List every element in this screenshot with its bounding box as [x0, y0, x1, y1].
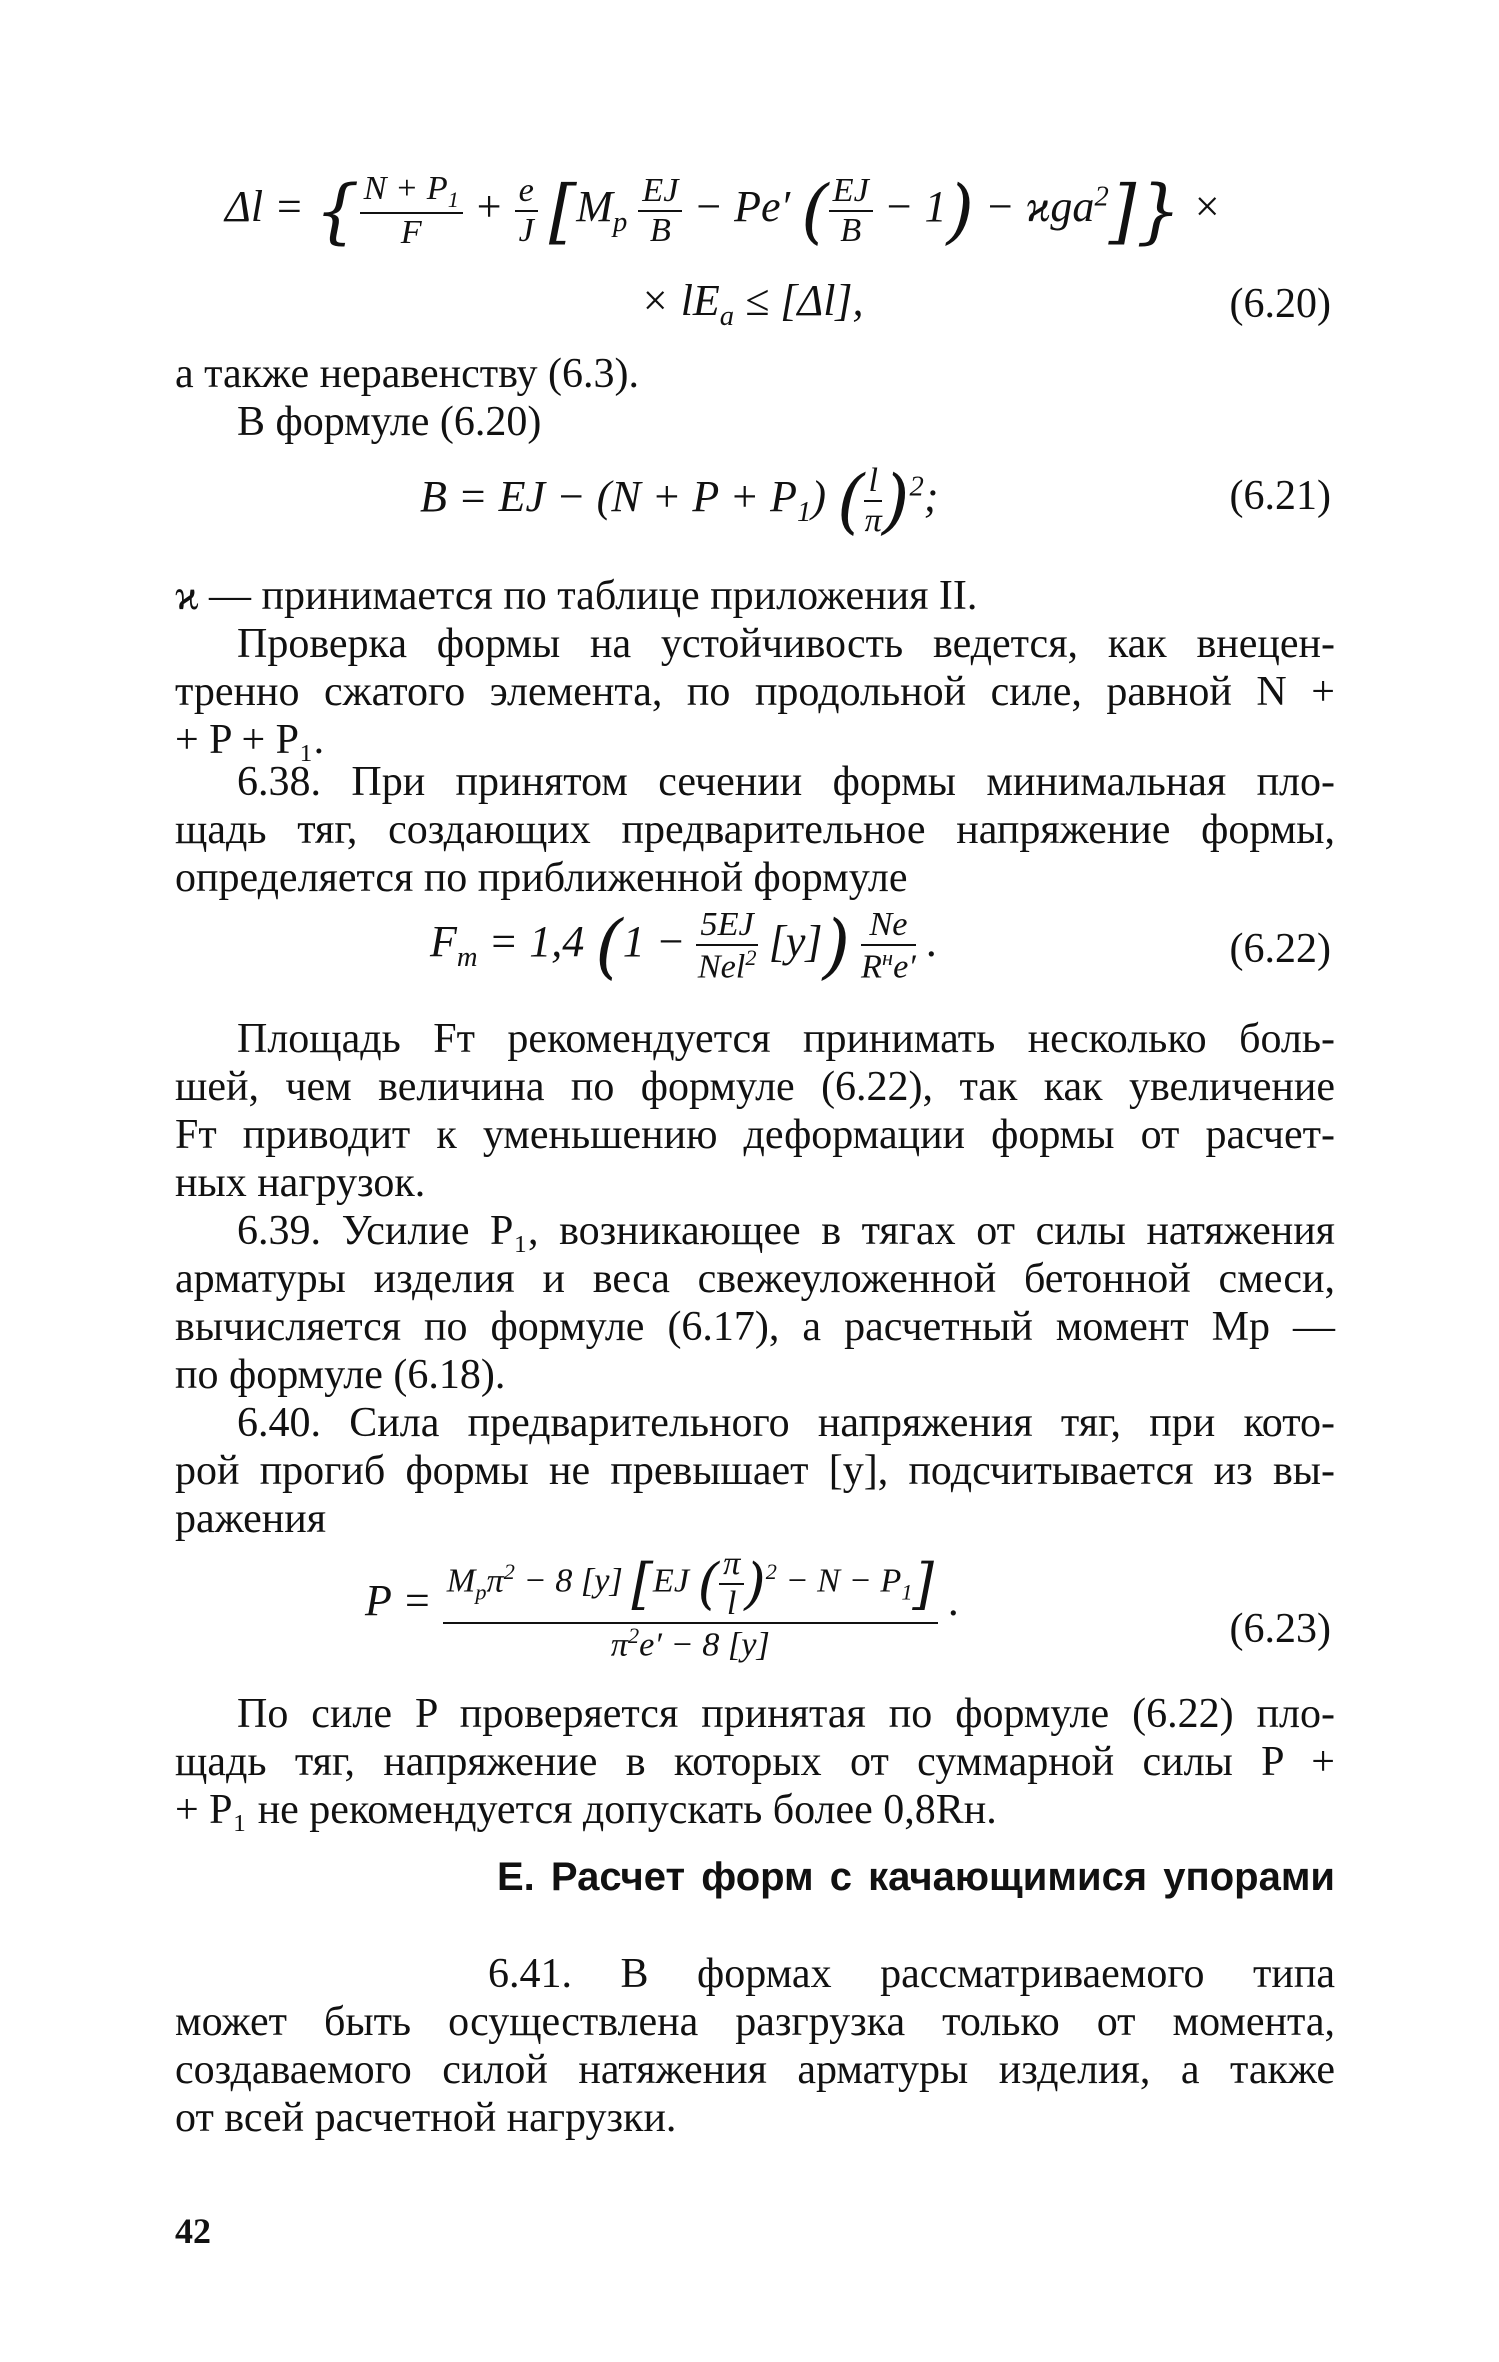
text-line: рой прогиб формы не превышает [y], подсчитывается из вы-	[175, 1448, 1335, 1494]
equation-number-6-21: (6.21)	[1229, 473, 1331, 519]
text-line: Fт приводит к уменьшению деформации формы от расчет-	[175, 1112, 1335, 1158]
formula-6-22: $F_т = 1,4$ (1 − $\frac{5EJ}{Nel^2}$ [y]) $\frac{Ne}{R^нe'}$ .	[430, 905, 938, 987]
text-line: 6.39. Усилие P₁, возникающее в тягах от силы натяжения	[237, 1208, 1335, 1254]
text-line: определяется по приближенной формуле	[175, 855, 908, 901]
page-number: 42	[175, 2211, 211, 2251]
text-line: тренно сжатого элемента, по продольной силе, равной N +	[175, 669, 1335, 715]
text-line: ϰ — принимается по таблице приложения II.	[175, 573, 978, 619]
section-heading: Е. Расчет форм с качающимися упорами	[497, 1855, 1335, 1899]
text-line: шей, чем величина по формуле (6.22), так как увеличение	[175, 1064, 1335, 1110]
text-line: создаваемого силой натяжения арматуры изделия, а также	[175, 2047, 1335, 2093]
text-line: В формуле (6.20)	[237, 399, 542, 445]
text-line: 6.38. При принятом сечении формы минимальная пло-	[237, 759, 1335, 805]
formula-6-20-line1: Δl = { $\frac{N + P_1}{F}$ + $\frac{e}{J}$ [$M_р$ $\frac{EJ}{B}$ − Pe′ ( $\frac{EJ}{B}$ − 1) − ϰga$^2$]} ×	[225, 169, 1222, 253]
formula-6-23: P = $M_р\pi^2 - 8$ [y] [EJ ( $\frac{\pi}{l}$ )$^2 - N - P_1$] $\pi^2e' - 8$ [y] .	[365, 1544, 960, 1664]
text-line: вычисляется по формуле (6.17), а расчетный момент Mр —	[175, 1304, 1335, 1350]
formula-6-20-line2: × $lE_а \le [\Delta l]$,	[640, 276, 864, 332]
text-line: арматуры изделия и веса свежеуложенной бетонной смеси,	[175, 1256, 1335, 1302]
text-line: По силе P проверяется принятая по формуле (6.22) пло-	[237, 1691, 1335, 1737]
equation-number-6-22: (6.22)	[1229, 926, 1331, 972]
text-line: щадь тяг, создающих предварительное напряжение формы,	[175, 807, 1335, 853]
text-line: + P₁ не рекомендуется допускать более 0,8Rн.	[175, 1787, 997, 1833]
text-line: может быть осуществлена разгрузка только от момента,	[175, 1999, 1335, 2045]
text-line: + P + P₁.	[175, 717, 325, 763]
text-line: Проверка формы на устойчивость ведется, как внецен-	[237, 621, 1335, 667]
text-line: а также неравенству (6.3).	[175, 351, 639, 397]
text-line: ных нагрузок.	[175, 1160, 426, 1206]
text-line: по формуле (6.18).	[175, 1352, 506, 1398]
text-line: ражения	[175, 1496, 327, 1542]
text-line: Площадь Fт рекомендуется принимать несколько боль-	[237, 1016, 1335, 1062]
formula-6-21: B = EJ − $(N + P + P_1)$ ( $\frac{l}{\pi}$ )$^2$;	[420, 460, 939, 542]
text-line: щадь тяг, напряжение в которых от суммарной силы P +	[175, 1739, 1335, 1785]
equation-number-6-20: (6.20)	[1229, 281, 1331, 327]
text-line: 6.41. В формах рассматриваемого типа	[488, 1951, 1335, 1997]
text-line: 6.40. Сила предварительного напряжения тяг, при кото-	[237, 1400, 1335, 1446]
equation-number-6-23: (6.23)	[1229, 1606, 1331, 1652]
text-line: от всей расчетной нагрузки.	[175, 2095, 677, 2141]
